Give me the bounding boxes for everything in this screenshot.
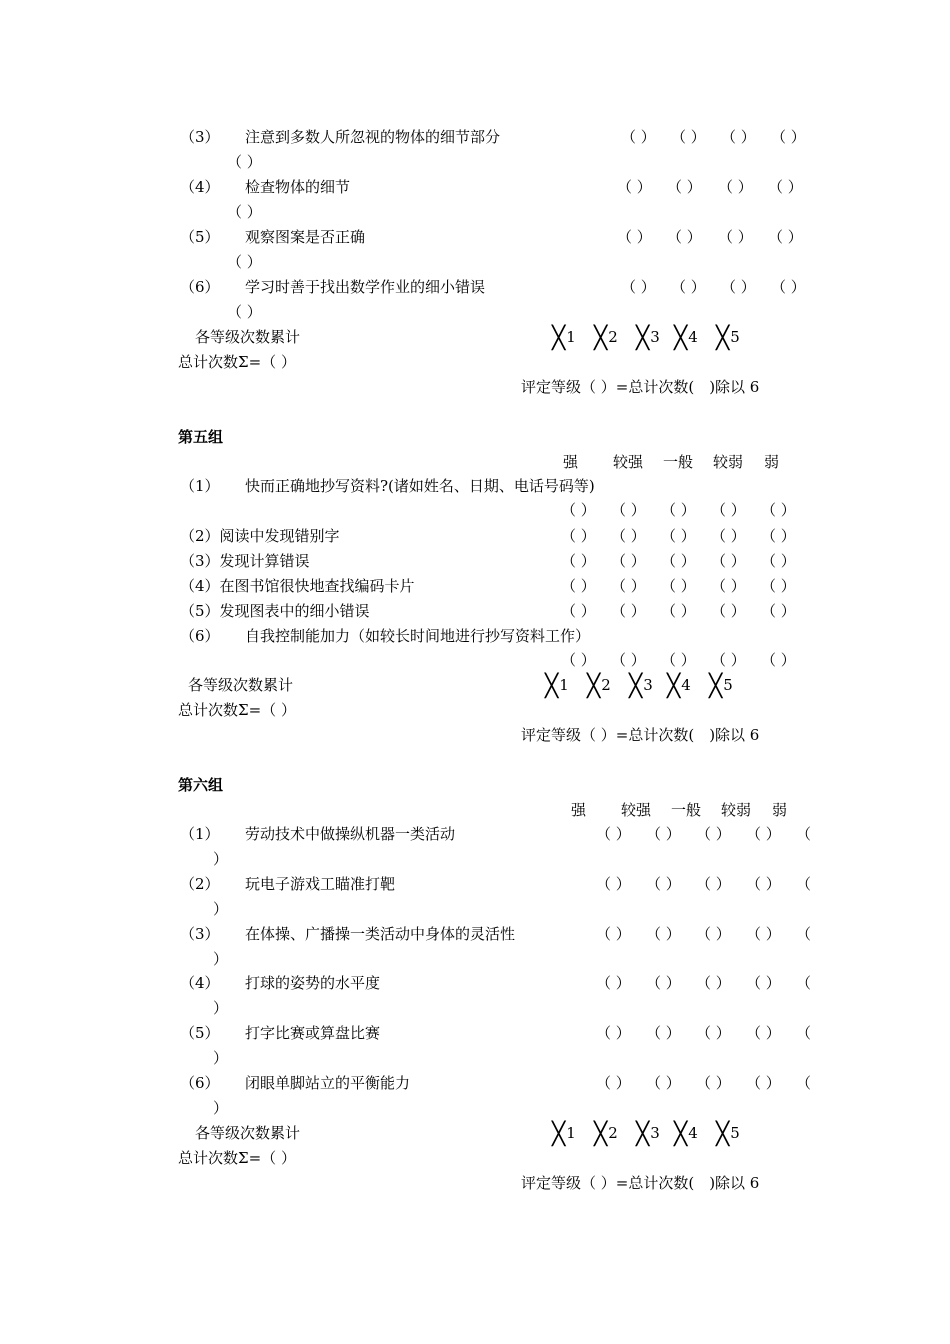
item-number: （6）	[180, 627, 220, 645]
rating-blank[interactable]: （ ）	[617, 178, 652, 196]
item-text: 劳动技术中做操纵机器一类活动	[245, 825, 456, 843]
item-text: 玩电子游戏工瞄准打靶	[245, 875, 396, 893]
rating-blank-close: ）	[213, 1049, 229, 1067]
rating-blank-open[interactable]: （	[796, 1024, 812, 1042]
tally: ╳3	[636, 326, 660, 351]
item-text: 打字比赛或算盘比赛	[245, 1024, 381, 1042]
rating-blank[interactable]: （ ）	[771, 128, 806, 146]
item-text: 学习时善于找出数学作业的细小错误	[245, 278, 486, 296]
item-text: （5）发现图表中的细小错误	[180, 602, 370, 620]
rating-blank[interactable]: （ ）	[227, 203, 262, 221]
rating-blank[interactable]: （ ）	[646, 1074, 681, 1092]
total-count: 总计次数Σ=（ ）	[178, 353, 296, 371]
rating-blank[interactable]: （ ）	[746, 974, 781, 992]
item-text: 注意到多数人所忽视的物体的细节部分	[245, 128, 501, 146]
rating-blank[interactable]: （ ）	[711, 577, 746, 595]
rating-blank[interactable]: （ ）	[711, 527, 746, 545]
rating-blank[interactable]: （ ）	[771, 278, 806, 296]
rating-blank[interactable]: （ ）	[611, 552, 646, 570]
tally: ╳3	[636, 1122, 660, 1147]
rating-blank[interactable]: （ ）	[596, 974, 631, 992]
rating-blank[interactable]: （ ）	[646, 925, 681, 943]
column-header: 较弱	[721, 801, 752, 819]
cross-icon: ╳	[716, 326, 730, 351]
rating-blank[interactable]: （ ）	[671, 278, 706, 296]
rating-formula: 评定等级（ ）=总计次数( )除以 6	[521, 1174, 760, 1192]
rating-blank[interactable]: （ ）	[611, 651, 646, 669]
rating-blank[interactable]: （ ）	[696, 875, 731, 893]
rating-blank[interactable]: （ ）	[761, 577, 796, 595]
cross-icon: ╳	[629, 674, 643, 699]
column-header: 较弱	[713, 453, 744, 471]
rating-blank-open[interactable]: （	[796, 925, 812, 943]
rating-blank[interactable]: （ ）	[596, 1074, 631, 1092]
rating-blank[interactable]: （ ）	[611, 602, 646, 620]
rating-blank[interactable]: （ ）	[746, 825, 781, 843]
item-text: 检查物体的细节	[245, 178, 351, 196]
rating-blank[interactable]: （ ）	[661, 501, 696, 519]
rating-blank[interactable]: （ ）	[561, 552, 596, 570]
tally: ╳2	[594, 1122, 618, 1147]
rating-blank[interactable]: （ ）	[661, 602, 696, 620]
rating-blank[interactable]: （ ）	[761, 527, 796, 545]
rating-blank[interactable]: （ ）	[561, 577, 596, 595]
rating-blank[interactable]: （ ）	[761, 552, 796, 570]
rating-blank[interactable]: （ ）	[646, 825, 681, 843]
section-title: 第六组	[178, 776, 224, 794]
rating-blank[interactable]: （ ）	[696, 825, 731, 843]
rating-blank-open[interactable]: （	[796, 875, 812, 893]
rating-blank-close: ）	[213, 950, 229, 968]
item-text: 快而正确地抄写资料?(诸如姓名、日期、电话号码等)	[245, 477, 595, 495]
rating-blank[interactable]: （ ）	[746, 1074, 781, 1092]
rating-blank[interactable]: （ ）	[711, 651, 746, 669]
rating-blank[interactable]: （ ）	[696, 1024, 731, 1042]
rating-blank[interactable]: （ ）	[768, 178, 803, 196]
rating-blank[interactable]: （ ）	[561, 602, 596, 620]
item-text: 闭眼单脚站立的平衡能力	[245, 1074, 411, 1092]
item-number: （3）	[180, 925, 220, 943]
rating-blank[interactable]: （ ）	[596, 875, 631, 893]
column-header: 强	[563, 453, 579, 471]
rating-blank[interactable]: （ ）	[611, 577, 646, 595]
column-header: 较强	[621, 801, 652, 819]
item-number: （3）	[180, 128, 220, 146]
cross-icon: ╳	[552, 326, 566, 351]
rating-blank[interactable]: （ ）	[661, 552, 696, 570]
item-number: （2）	[180, 875, 220, 893]
item-number: （6）	[180, 1074, 220, 1092]
rating-blank[interactable]: （ ）	[711, 602, 746, 620]
rating-blank[interactable]: （ ）	[621, 278, 656, 296]
rating-blank[interactable]: （ ）	[646, 974, 681, 992]
rating-blank[interactable]: （ ）	[711, 552, 746, 570]
cross-icon: ╳	[594, 1122, 608, 1147]
rating-blank[interactable]: （ ）	[761, 602, 796, 620]
rating-blank[interactable]: （ ）	[596, 925, 631, 943]
rating-blank[interactable]: （ ）	[227, 153, 262, 171]
rating-blank[interactable]: （ ）	[768, 228, 803, 246]
rating-blank[interactable]: （ ）	[227, 303, 262, 321]
rating-blank[interactable]: （ ）	[671, 128, 706, 146]
column-header: 弱	[772, 801, 788, 819]
column-header: 较强	[613, 453, 644, 471]
tally: ╳5	[709, 674, 733, 699]
column-header: 一般	[663, 453, 694, 471]
rating-blank[interactable]: （ ）	[696, 925, 731, 943]
cross-icon: ╳	[636, 1122, 650, 1147]
rating-blank[interactable]: （ ）	[646, 1024, 681, 1042]
rating-blank[interactable]: （ ）	[227, 253, 262, 271]
cross-icon: ╳	[716, 1122, 730, 1147]
cross-icon: ╳	[709, 674, 723, 699]
rating-blank[interactable]: （ ）	[711, 501, 746, 519]
rating-blank[interactable]: （ ）	[561, 527, 596, 545]
item-text: 在体操、广播操一类活动中身体的灵活性	[245, 925, 516, 943]
tally: ╳4	[674, 326, 698, 351]
rating-blank[interactable]: （ ）	[561, 501, 596, 519]
total-count: 总计次数Σ=（ ）	[178, 1149, 296, 1167]
rating-blank-open[interactable]: （	[796, 825, 812, 843]
rating-blank[interactable]: （ ）	[661, 651, 696, 669]
tally: ╳5	[716, 1122, 740, 1147]
rating-blank[interactable]: （ ）	[667, 228, 702, 246]
tally: ╳1	[545, 674, 569, 699]
rating-blank[interactable]: （ ）	[617, 228, 652, 246]
column-header: 一般	[671, 801, 702, 819]
rating-blank[interactable]: （ ）	[746, 875, 781, 893]
cross-icon: ╳	[587, 674, 601, 699]
rating-blank-open[interactable]: （	[796, 974, 812, 992]
cross-icon: ╳	[552, 1122, 566, 1147]
rating-blank[interactable]: （ ）	[746, 925, 781, 943]
rating-blank-close: ）	[213, 850, 229, 868]
tally: ╳4	[667, 674, 691, 699]
cumulative-label: 各等级次数累计	[195, 1124, 301, 1142]
section-title: 第五组	[178, 428, 224, 446]
cross-icon: ╳	[674, 1122, 688, 1147]
rating-formula: 评定等级（ ）=总计次数( )除以 6	[521, 726, 760, 744]
item-text: （2）阅读中发现错别字	[180, 527, 340, 545]
cross-icon: ╳	[636, 326, 650, 351]
item-number: （4）	[180, 974, 220, 992]
rating-blank[interactable]: （ ）	[561, 651, 596, 669]
rating-blank[interactable]: （ ）	[661, 577, 696, 595]
rating-blank[interactable]: （ ）	[621, 128, 656, 146]
rating-blank[interactable]: （ ）	[667, 178, 702, 196]
rating-blank[interactable]: （ ）	[718, 178, 753, 196]
tally: ╳4	[674, 1122, 698, 1147]
rating-blank[interactable]: （ ）	[696, 1074, 731, 1092]
tally: ╳1	[552, 1122, 576, 1147]
rating-blank[interactable]: （ ）	[611, 527, 646, 545]
rating-formula: 评定等级（ ）=总计次数( )除以 6	[521, 378, 760, 396]
item-number: （5）	[180, 1024, 220, 1042]
item-number: （4）	[180, 178, 220, 196]
rating-blank[interactable]: （ ）	[646, 875, 681, 893]
cross-icon: ╳	[594, 326, 608, 351]
item-number: （1）	[180, 825, 220, 843]
rating-blank[interactable]: （ ）	[746, 1024, 781, 1042]
rating-blank[interactable]: （ ）	[596, 1024, 631, 1042]
rating-blank-close: ）	[213, 900, 229, 918]
item-text: 自我控制能加力（如较长时间地进行抄写资料工作）	[245, 627, 591, 645]
item-number: （5）	[180, 228, 220, 246]
item-text: 打球的姿势的水平度	[245, 974, 381, 992]
rating-blank-open[interactable]: （	[796, 1074, 812, 1092]
item-number: （1）	[180, 477, 220, 495]
cross-icon: ╳	[545, 674, 559, 699]
rating-blank-close: ）	[213, 1099, 229, 1117]
cumulative-label: 各等级次数累计	[188, 676, 294, 694]
rating-blank[interactable]: （ ）	[761, 651, 796, 669]
tally: ╳2	[594, 326, 618, 351]
column-header: 弱	[764, 453, 780, 471]
rating-blank[interactable]: （ ）	[661, 527, 696, 545]
cross-icon: ╳	[667, 674, 681, 699]
cross-icon: ╳	[674, 326, 688, 351]
item-text: （3）发现计算错误	[180, 552, 310, 570]
cumulative-label: 各等级次数累计	[195, 328, 301, 346]
rating-blank[interactable]: （ ）	[721, 278, 756, 296]
item-text: （4）在图书馆很快地查找编码卡片	[180, 577, 415, 595]
column-header: 强	[571, 801, 587, 819]
tally: ╳2	[587, 674, 611, 699]
tally: ╳1	[552, 326, 576, 351]
rating-blank[interactable]: （ ）	[721, 128, 756, 146]
tally: ╳3	[629, 674, 653, 699]
rating-blank-close: ）	[213, 999, 229, 1017]
rating-blank[interactable]: （ ）	[611, 501, 646, 519]
item-number: （6）	[180, 278, 220, 296]
total-count: 总计次数Σ=（ ）	[178, 701, 296, 719]
rating-blank[interactable]: （ ）	[596, 825, 631, 843]
rating-blank[interactable]: （ ）	[718, 228, 753, 246]
rating-blank[interactable]: （ ）	[761, 501, 796, 519]
rating-blank[interactable]: （ ）	[696, 974, 731, 992]
item-text: 观察图案是否正确	[245, 228, 366, 246]
tally: ╳5	[716, 326, 740, 351]
